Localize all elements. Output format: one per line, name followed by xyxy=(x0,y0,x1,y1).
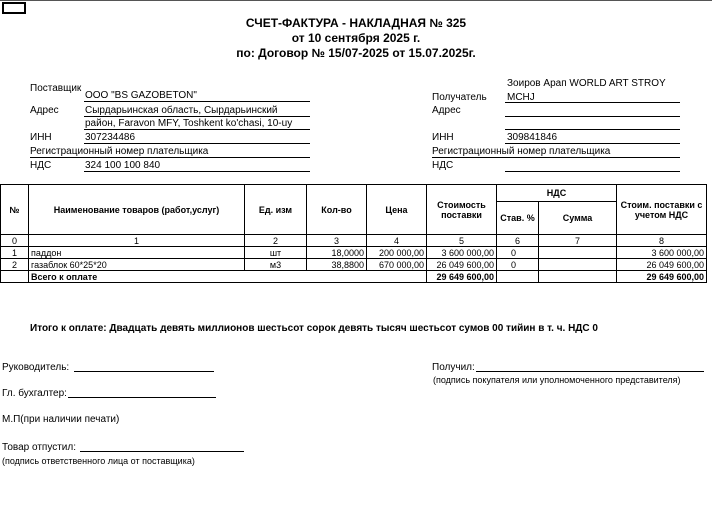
row-name: газаблок 60*25*20 xyxy=(29,259,245,271)
table-row xyxy=(1,259,707,271)
total-vat-sum-cell xyxy=(539,271,617,283)
row-qty: 38,8800 xyxy=(307,259,367,271)
received-label: Получил: xyxy=(432,362,475,373)
col-number: 2 xyxy=(245,235,307,247)
col-number: 4 xyxy=(367,235,427,247)
col-header-unit: Ед. изм xyxy=(245,185,307,235)
director-label: Руководитель: xyxy=(2,362,70,373)
recipient-nds-label: НДС xyxy=(432,160,454,171)
recipient-inn-label: ИНН xyxy=(432,132,454,143)
col-header-name: Наименование товаров (работ,услуг) xyxy=(29,185,245,235)
col-header-price: Цена xyxy=(367,185,427,235)
supplier-nds: 324 100 100 840 xyxy=(85,160,161,171)
recipient-address-rule1 xyxy=(505,116,680,117)
col-header-qty: Кол-во xyxy=(307,185,367,235)
table-header-row xyxy=(1,185,707,202)
column-numbers-row xyxy=(1,235,707,247)
supplier-nds-label: НДС xyxy=(30,160,52,171)
total-with-vat: 29 649 600,00 xyxy=(617,271,707,283)
accountant-sign-line xyxy=(68,397,216,398)
total-empty-cell xyxy=(1,271,29,283)
supplier-name: ООО "BS GAZOBETON" xyxy=(85,90,197,101)
top-border xyxy=(0,0,712,1)
summary-text: Итого к оплате: Двадцать девять миллионов шестьсот сорок девять тысяч шестьсот сумов 00 тийин в т. ч. НДС 0 xyxy=(30,323,598,334)
total-label: Всего к оплате xyxy=(29,271,427,283)
supplier-nds-rule xyxy=(84,171,310,172)
recipient-name-rule xyxy=(505,102,680,103)
released-label: Товар отпустил: xyxy=(2,442,76,453)
row-name: паддон xyxy=(29,247,245,259)
col-number: 1 xyxy=(29,235,245,247)
col-number: 3 xyxy=(307,235,367,247)
invoice-table xyxy=(0,184,707,283)
supplier-address-label: Адрес xyxy=(30,105,59,116)
document-date: от 10 сентября 2025 г. xyxy=(291,31,421,45)
recipient-address-rule2 xyxy=(505,129,680,130)
recipient-inn: 309841846 xyxy=(507,132,558,143)
received-note: (подпись покупателя или уполномоченного представителя) xyxy=(433,375,681,385)
supplier-address-line2: район, Faravon MFY, Toshkent ko'chasi, 10-uy xyxy=(85,118,293,129)
document-title: СЧЕТ-ФАКТУРА - НАКЛАДНАЯ № 325 xyxy=(245,16,467,30)
accountant-label: Гл. бухгалтер: xyxy=(2,388,67,399)
col-header-vat-sum: Сумма xyxy=(539,202,617,235)
supplier-inn: 307234486 xyxy=(85,132,136,143)
col-header-cost: Стоимость поставки xyxy=(427,185,497,235)
row-no: 2 xyxy=(1,259,29,271)
row-cost: 3 600 000,00 xyxy=(427,247,497,259)
stamp-label: М.П(при наличии печати) xyxy=(2,414,120,425)
col-header-vat-group: НДС xyxy=(497,185,617,202)
recipient-address-label: Адрес xyxy=(432,105,461,116)
row-vat-sum xyxy=(539,247,617,259)
row-no: 1 xyxy=(1,247,29,259)
col-number: 0 xyxy=(1,235,29,247)
row-vat-sum xyxy=(539,259,617,271)
supplier-reg-rule xyxy=(30,157,310,158)
recipient-name-line2: MCHJ xyxy=(507,92,535,103)
received-sign-line xyxy=(476,371,704,372)
total-cost: 29 649 600,00 xyxy=(427,271,497,283)
row-qty: 18,0000 xyxy=(307,247,367,259)
row-cost: 26 049 600,00 xyxy=(427,259,497,271)
supplier-name-line xyxy=(84,101,310,102)
recipient-name-line1: Зоиров Арап WORLD ART STROY xyxy=(507,78,666,89)
released-note: (подпись ответственного лица от поставщика) xyxy=(2,456,195,466)
director-sign-line xyxy=(74,371,214,372)
row-total: 26 049 600,00 xyxy=(617,259,707,271)
col-header-total: Стоим. поставки с учетом НДС xyxy=(617,185,707,235)
row-vat-rate: 0 xyxy=(497,247,539,259)
row-total: 3 600 000,00 xyxy=(617,247,707,259)
recipient-reg-rule xyxy=(432,157,680,158)
table-row xyxy=(1,247,707,259)
col-number: 5 xyxy=(427,235,497,247)
row-price: 670 000,00 xyxy=(367,259,427,271)
table-total-row xyxy=(1,271,707,283)
supplier-address-line1-rule xyxy=(84,116,310,117)
supplier-address-line2-rule xyxy=(84,129,310,130)
supplier-reg-label: Регистрационный номер плательщика xyxy=(30,146,209,157)
col-number: 6 xyxy=(497,235,539,247)
document-contract: по: Договор № 15/07-2025 от 15.07.2025г. xyxy=(236,46,476,60)
recipient-inn-rule xyxy=(505,143,680,144)
supplier-inn-label: ИНН xyxy=(30,132,52,143)
recipient-label: Получатель xyxy=(432,92,487,103)
corner-box xyxy=(2,2,26,14)
row-vat-rate: 0 xyxy=(497,259,539,271)
row-unit: шт xyxy=(245,247,307,259)
supplier-inn-rule xyxy=(84,143,310,144)
supplier-label: Поставщик xyxy=(30,83,82,94)
recipient-reg-label: Регистрационный номер плательщика xyxy=(432,146,611,157)
col-header-no: № xyxy=(1,185,29,235)
supplier-address-line1: Сырдарьинская область, Сырдарьинский xyxy=(85,105,278,116)
col-header-vat-rate: Став. % xyxy=(497,202,539,235)
total-vat-rate-cell xyxy=(497,271,539,283)
recipient-nds-rule xyxy=(505,171,680,172)
row-price: 200 000,00 xyxy=(367,247,427,259)
col-number: 7 xyxy=(539,235,617,247)
released-sign-line xyxy=(80,451,244,452)
col-number: 8 xyxy=(617,235,707,247)
row-unit: м3 xyxy=(245,259,307,271)
